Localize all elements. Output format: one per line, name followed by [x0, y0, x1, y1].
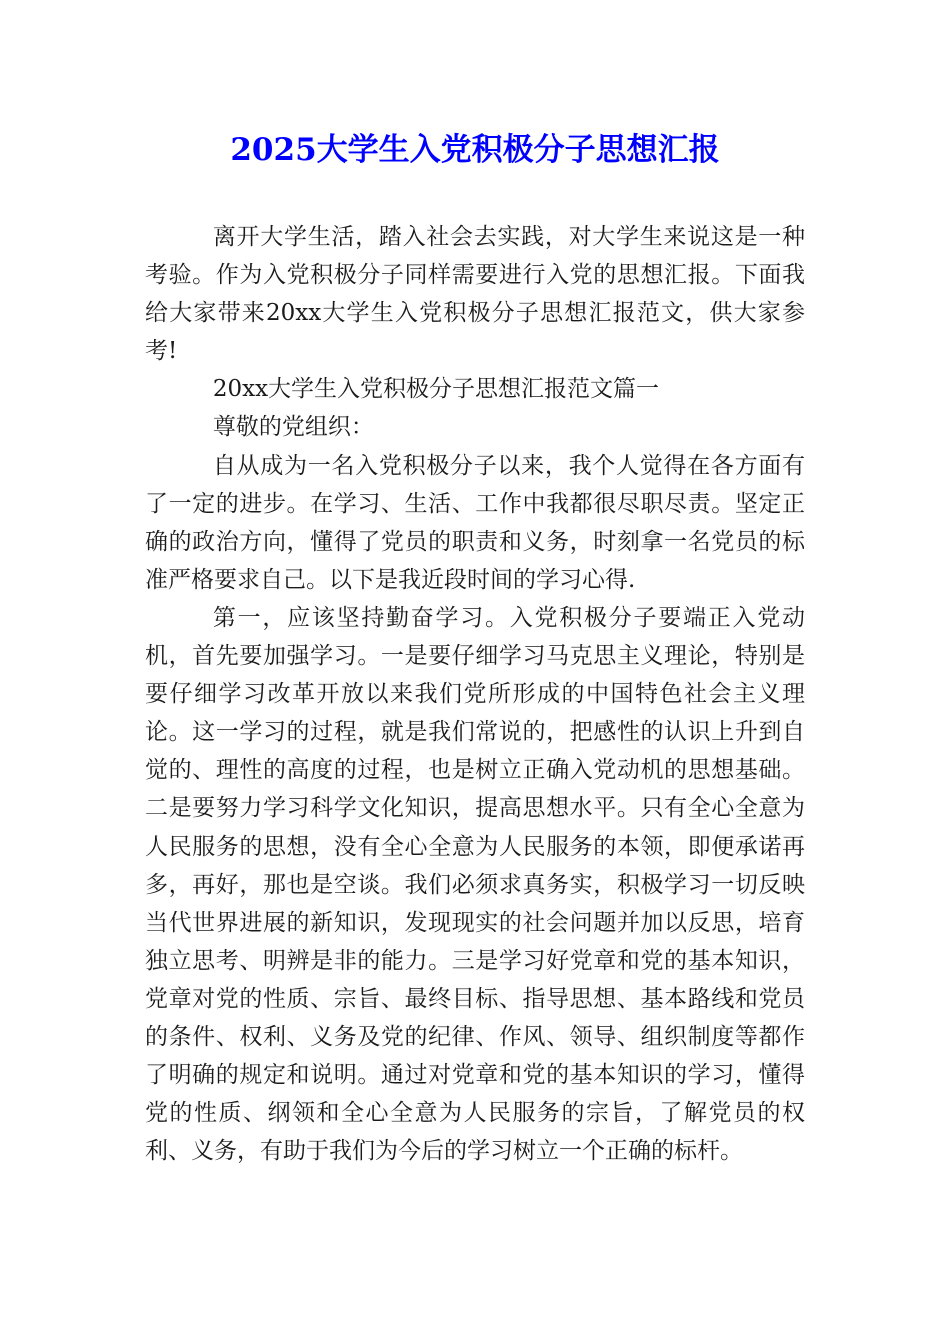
intro-paragraph: 离开大学生活，踏入社会去实践，对大学生来说这是一种考验。作为入党积极分子同样需要进行入党的思想汇报。下面我给大家带来20xx大学生入党积极分子思想汇报范文，供大家参考! — [145, 224, 805, 365]
document-title: 2025大学生入党积极分子思想汇报 — [230, 132, 720, 168]
document-body — [145, 218, 805, 1170]
body-paragraph: 第一，应该坚持勤奋学习。入党积极分子要端正入党动机，首先要加强学习。一是要仔细学习马克思主义理论，特别是要仔细学习改革开放以来我们党所形成的中国特色社会主义理论。这一学习的过程，就是我们常说的，把感性的认识上升到自觉的、理性的高度的过程，也是树立正确入党动机的思想基础。二是要努力学习科学文化知识，提高思想水平。只有全心全意为人民服务的思想，没有全心全意为人民服务的本领，即便承诺再多，再好，那也是空谈。我们必须求真务实，积极学习一切反映当代世界进展的新知识，发现现实的社会问题并加以反思，培育独立思考、明辨是非的能力。三是学习好党章和党的基本知识，党章对党的性质、宗旨、最终目标、指导思想、基本路线和党员的条件、权利、义务及党的纪律、作风、领导、组织制度等都作了明确的规定和说明。通过对党章和党的基本知识的学习，懂得党的性质、纲领和全心全意为人民服务的宗旨，了解党员的权利、义务，有助于我们为今后的学习树立一个正确的标杆。 — [145, 604, 805, 1165]
body-paragraph: 自从成为一名入党积极分子以来，我个人觉得在各方面有了一定的进步。在学习、生活、工作中我都很尽职尽责。坚定正确的政治方向，懂得了党员的职责和义务，时刻拿一名党员的标准严格要求自己。以下是我近段时间的学习心得. — [145, 452, 805, 593]
section-heading: 20xx大学生入党积极分子思想汇报范文篇一 — [212, 376, 660, 403]
salutation: 尊敬的党组织： — [212, 414, 374, 441]
